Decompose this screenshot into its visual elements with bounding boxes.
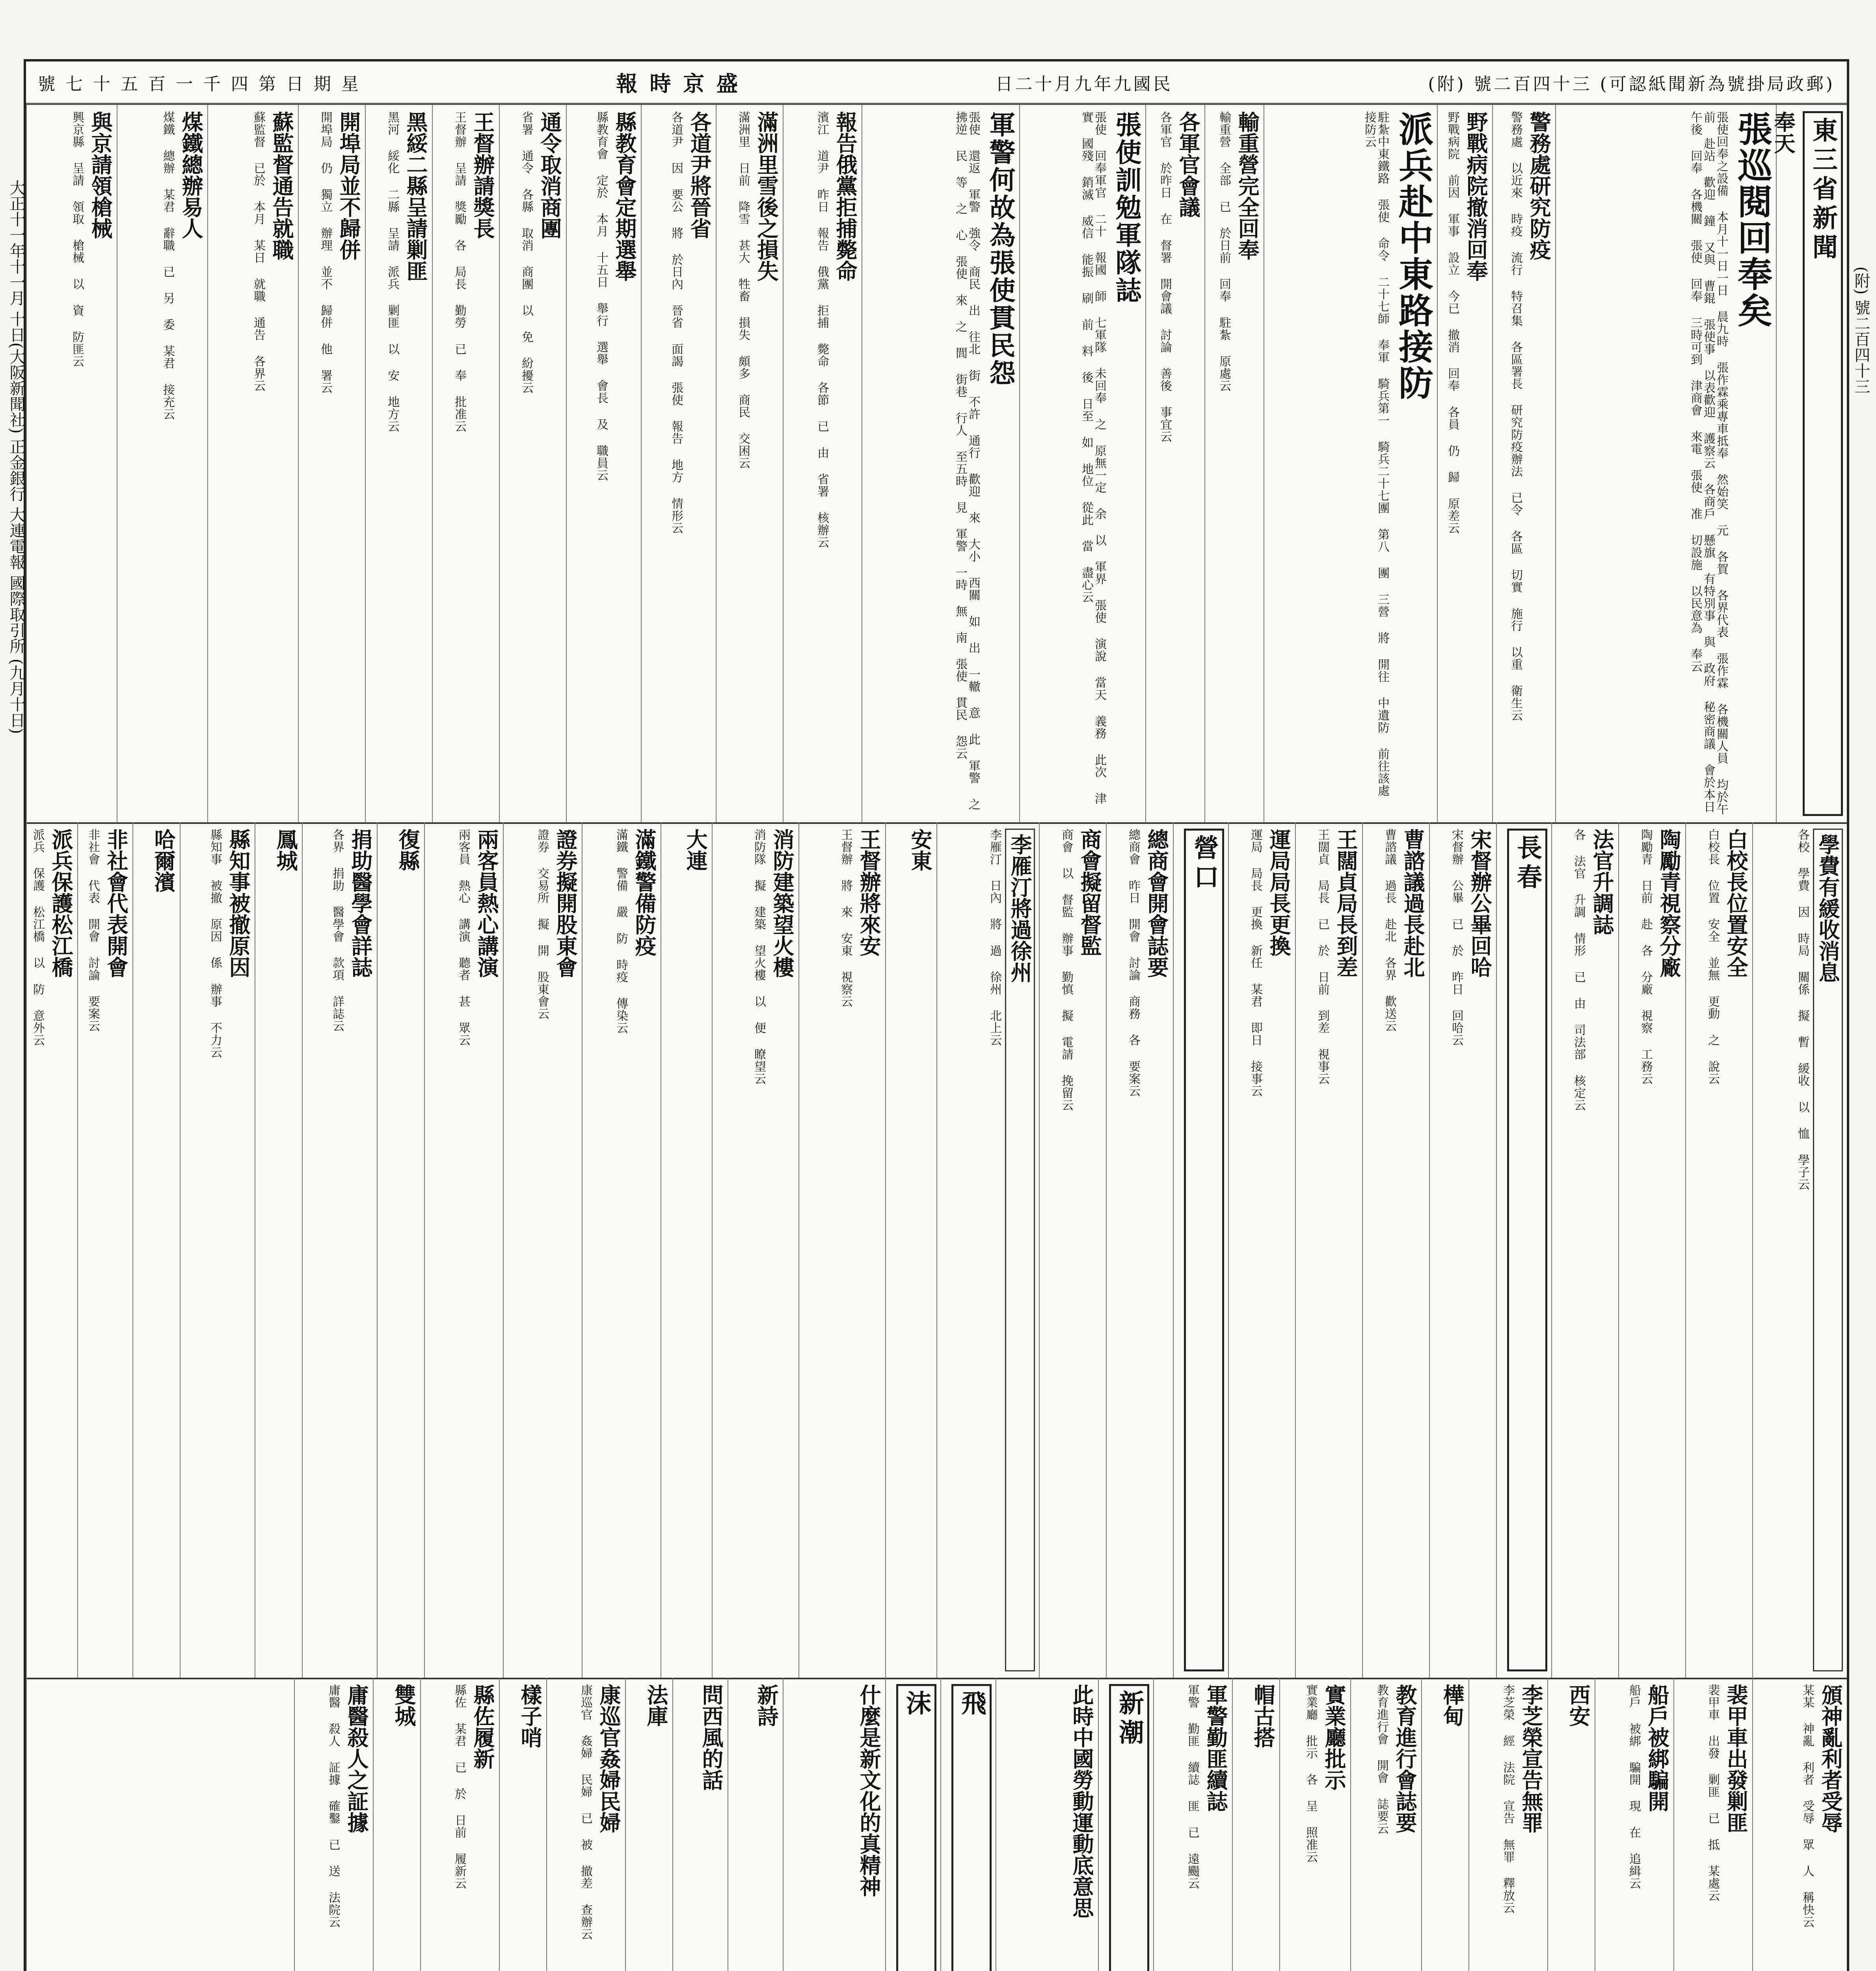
article-headline: 滿鐵警備防疫 xyxy=(632,829,657,956)
article-body: 李芝榮 經 法院 宣告 無罪 釋放云 xyxy=(1501,1684,1515,1914)
masthead-right: (附) 號二百四十三 (可認紙聞新為號掛局政郵) xyxy=(1428,74,1835,94)
article-col xyxy=(1264,105,1437,822)
sub-section-title: 樣子哨 xyxy=(517,1684,543,1748)
poem-section-title: 新詩 xyxy=(754,1684,779,1727)
article-body: 兩客員 熱心 講演 聽者 甚 眾云 xyxy=(456,829,470,1046)
article-body: 濱江 道尹 昨日 報告 俄黨 拒捕 斃命 各節 已 由 省署 核辦云 xyxy=(815,111,829,548)
article-headline: 縣佐履新 xyxy=(470,1684,495,1769)
article-body: 派兵 保護 松江橋 以 防 意外云 xyxy=(31,829,45,1046)
article-headline: 派兵赴中東路接防 xyxy=(1393,111,1434,401)
article-body: 軍警 勤匪 續誌 匪 已 遠颺云 xyxy=(1186,1684,1199,1889)
section-col xyxy=(255,822,302,1678)
essay-col xyxy=(996,1678,1098,1971)
article-col xyxy=(77,822,132,1678)
article-headline: 野戰病院撤消回奉 xyxy=(1463,111,1489,281)
column-title-new: 新潮 xyxy=(1109,1684,1149,1971)
section-col xyxy=(499,1678,546,1971)
article-headline: 各軍官會議 xyxy=(1176,111,1201,218)
article-body: 消防隊 擬 建築 望火樓 以 便 瞭望云 xyxy=(752,829,766,1085)
section-col xyxy=(1547,1678,1595,1971)
article-body: 輸重營 全部 已 於日前 回奉 駐紮 原處云 xyxy=(1217,111,1231,392)
article-headline: 學費有緩收消息 xyxy=(1813,829,1843,1671)
article-col xyxy=(1685,822,1752,1678)
article-col xyxy=(1350,1678,1421,1971)
article-headline: 實業廳批示 xyxy=(1321,1684,1347,1790)
article-body: 省署 通令 各縣 取消 商團 以 免 紛擾云 xyxy=(519,111,533,394)
article-headline: 宋督辦公畢回哈 xyxy=(1467,829,1493,978)
article-col xyxy=(783,105,862,822)
band-3 xyxy=(26,1678,1847,1971)
article-headline: 軍警勤匪續誌 xyxy=(1203,1684,1228,1812)
article-headline: 教育進行會誌要 xyxy=(1392,1684,1418,1833)
article-col xyxy=(566,105,641,822)
sub-section-title: 營口 xyxy=(1184,829,1224,1671)
sub-section-title: 大連 xyxy=(683,829,708,871)
sub-section-title: 雙城 xyxy=(391,1684,417,1727)
section-col xyxy=(885,822,936,1678)
article-headline: 運局局長更換 xyxy=(1266,829,1292,956)
article-headline: 各道尹將晉省 xyxy=(687,111,712,239)
article-col xyxy=(1145,105,1204,822)
article-col xyxy=(298,105,365,822)
article-body: 某某 神亂 利者 受辱 眾 人 稱快云 xyxy=(1800,1684,1814,1928)
article-headline: 白校長位置安全 xyxy=(1723,829,1749,978)
article-headline: 船戶被綁騙開 xyxy=(1645,1684,1670,1812)
masthead-date: 日二十月九年九國民 xyxy=(995,74,1173,94)
article-headline: 警務處研究防疫 xyxy=(1526,111,1552,260)
article-headline: 煤鐵總辦易人 xyxy=(179,111,204,239)
column-title xyxy=(1098,1678,1153,1971)
article-col xyxy=(1228,822,1295,1678)
sub-section-title: 西安 xyxy=(1566,1684,1591,1727)
article-col xyxy=(117,105,207,822)
article-headline: 兩客員熱心講演 xyxy=(474,829,499,978)
article-headline: 李雁汀將過徐州 xyxy=(1005,829,1035,1671)
article-body: 王闊貞 局長 已 於 日前 到差 視事云 xyxy=(1316,829,1329,1085)
section-col xyxy=(1173,822,1228,1678)
article-headline: 黑綏二縣呈請剿匪 xyxy=(403,111,428,281)
article-col xyxy=(1279,1678,1350,1971)
article-col xyxy=(1673,1678,1752,1971)
article-col xyxy=(1362,822,1429,1678)
article-body: 蘇監督 已於 本月 某日 就職 通告 各界云 xyxy=(251,111,265,392)
article-col xyxy=(798,822,885,1678)
right-margin-meta: (附) 號二百四十三 xyxy=(1852,266,1870,394)
column-title-foam: 沫 xyxy=(896,1684,936,1971)
article-body: 王督辦 呈請 獎勵 各 局長 勤勞 已 奉 批准云 xyxy=(452,111,466,432)
band3-left-group xyxy=(26,1678,672,1971)
sub-section-title: 樺甸 xyxy=(1440,1684,1465,1727)
article-headline: 滿洲里雪後之損失 xyxy=(754,111,779,281)
article-body: 宋督辦 公畢 已 於 昨日 回哈云 xyxy=(1450,829,1463,1046)
article-headline: 李芝榮宣告無罪 xyxy=(1519,1684,1544,1833)
article-body: 康巡官 姦婦 民婦 已 被 撤差 查辦云 xyxy=(579,1684,592,1940)
article-col xyxy=(503,822,582,1678)
sub-section-title: 法庫 xyxy=(644,1684,669,1727)
article-body: 商會 以 督監 辦事 勤慎 擬 電請 挽留云 xyxy=(1059,829,1073,1111)
article-body: 實業廳 批示 各 呈 照准云 xyxy=(1304,1684,1318,1863)
sub-section-title: 哈爾濱 xyxy=(151,829,176,892)
sub-section-title: 復縣 xyxy=(395,829,421,871)
article-headline: 縣知事被撤原因 xyxy=(226,829,251,978)
essay-col xyxy=(783,1678,885,1971)
article-headline: 縣教育會定期選舉 xyxy=(612,111,637,281)
article-headline: 通令取消商團 xyxy=(537,111,562,239)
masthead-left: 號 七 十 五 百 一 千 四 第 日 期 星 xyxy=(38,74,361,94)
section-col xyxy=(132,822,180,1678)
article-headline: 商會擬留督監 xyxy=(1077,829,1102,956)
article-headline: 與京請領槍械 xyxy=(88,111,113,239)
sub-section-title: 長春 xyxy=(1507,829,1547,1671)
article-body: 各軍官 於昨日 在 督署 開會議 討論 善後 事宜云 xyxy=(1158,111,1172,443)
article-body: 白校長 位置 安全 並無 更動 之 說云 xyxy=(1706,829,1720,1085)
poem-section xyxy=(728,1678,783,1971)
section-title: 東三省新聞 xyxy=(1803,111,1843,816)
column-title xyxy=(885,1678,940,1971)
article-col xyxy=(936,822,1039,1678)
article-body: 各 法官 升調 情形 已 由 司法部 核定云 xyxy=(1572,829,1586,1111)
section-col xyxy=(625,1678,672,1971)
article-col xyxy=(1429,822,1496,1678)
article-col xyxy=(1153,1678,1232,1971)
article-headline: 王督辦請獎長 xyxy=(470,111,495,239)
article-body: 滿洲里 日前 降雪 甚大 牲畜 損失 頗多 商民 交困云 xyxy=(736,111,750,469)
article-col xyxy=(716,105,783,822)
article-headline: 裴甲車出發剿匪 xyxy=(1723,1684,1749,1833)
article-col xyxy=(862,105,1019,822)
band1-lower-group xyxy=(26,105,862,822)
article-headline: 蘇監督通告就職 xyxy=(269,111,294,260)
article-col xyxy=(1019,105,1145,822)
article-body: 黑河 綏化 二縣 呈請 派兵 剿匪 以 安 地方云 xyxy=(385,111,399,432)
article-headline: 總商會開會誌要 xyxy=(1144,829,1169,978)
article-headline: 頒神亂利者受辱 xyxy=(1818,1684,1843,1833)
article-col xyxy=(294,1678,373,1971)
article-body: 縣教育會 定於 本月 十五日 舉行 選舉 會長 及 職員云 xyxy=(594,111,608,481)
article-headline: 庸醫殺人之証據 xyxy=(344,1684,369,1833)
essay-title: 此時中國勞動運動底意思 xyxy=(1069,1684,1094,1918)
article-body: 張使 回奉軍官 二十 報國 師 七軍隊 未回奉 之 原無一定 余 以 軍界 張使 演說 當天 義務 此次 津 實 國殘 銷滅 威信 能振 刷 前 料 後 日至 如 地位 從此 當 盡心云 xyxy=(1079,111,1106,805)
essay-title: 什麼是新文化的真精神 xyxy=(856,1684,882,1897)
section-header-col xyxy=(1771,105,1847,822)
column-title xyxy=(940,1678,996,1971)
article-body: 曹諮議 過長 赴北 各界 歡送云 xyxy=(1383,829,1396,1032)
article-body: 各校 學費 因 時局 關係 擬 暫 緩收 以 恤 學子云 xyxy=(1796,829,1809,1190)
article-col xyxy=(1468,1678,1547,1971)
section-col xyxy=(661,822,712,1678)
sub-section-title: 安東 xyxy=(908,829,933,871)
article-headline: 捐助醫學會詳誌 xyxy=(348,829,373,978)
article-body: 教育進行會 開會 誌要云 xyxy=(1375,1684,1388,1835)
article-col xyxy=(420,1678,499,1971)
article-headline: 法官升調誌 xyxy=(1589,829,1615,935)
article-headline: 康巡官姦婦民婦 xyxy=(596,1684,622,1833)
article-body: 張使 還返 軍警 強令 商民 出 往北 街 不許 通行 歡迎 來 大小 西關 如 出 一轍 意 此 軍警 之 拂逆 民 等 之 心 張使 來 之 閭 街巷 行人 至五時 見 軍警 一時 無 南 張使 貫民 怨云 xyxy=(953,111,980,810)
article-col xyxy=(1551,822,1618,1678)
article-body: 非社會 代表 開會 討論 要案云 xyxy=(86,829,100,1032)
article-body: 警務處 以近來 時疫 流行 特召集 各區署長 研究防疫辦法 已令 各區 切實 施行 以重 衛生云 xyxy=(1509,111,1522,721)
band-1 xyxy=(26,105,1847,824)
article-col xyxy=(1555,105,1776,822)
article-headline: 曹諮議過長赴北 xyxy=(1400,829,1426,978)
article-col xyxy=(1618,822,1685,1678)
article-body: 張使回奉之設備 本月十一日一日 晨九時 張作霖乘專車抵奉 然始笑 元 各賀 各界代表 張作霖 各機關人員 均於午前 赴站 歡迎 鐘 又與 曹錕 張使事 以表歡迎 護察云 各商戶 懸旗 有特別事 與 政府 秘密商議 會於本日 午後 回奉 各機關 張使 回奉 三時可到 津商會 來電 張使 准 切設施 以民意為 奉云 xyxy=(1688,111,1728,815)
article-headline: 報告俄黨拒捕斃命 xyxy=(833,111,858,281)
section-col xyxy=(377,822,424,1678)
article-headline: 張巡閱回奉矣 xyxy=(1732,111,1773,329)
article-body: 煤鐵 總辦 某君 辭職 已 另 委 某君 接充云 xyxy=(161,111,175,420)
masthead-title: 報 時 京 盛 xyxy=(616,71,740,96)
article-body: 陶勵青 日前 赴 各 分廠 視察 工務云 xyxy=(1639,829,1653,1085)
article-body: 駐紮中東鐵路 張使 命令 二十七師 奉軍 騎兵第一 騎兵二十七團 第八 團 三營 將 開往 中遺防 前往該處 接防云 xyxy=(1362,111,1389,797)
article-col xyxy=(1106,822,1173,1678)
article-col xyxy=(424,822,503,1678)
article-headline: 證券擬開股東會 xyxy=(553,829,578,978)
article-col xyxy=(432,105,499,822)
article-col xyxy=(641,105,716,822)
article-headline: 軍警何故為張使貫民怨 xyxy=(985,111,1016,387)
article-body: 總商會 昨日 開會 討論 商務 各 要案云 xyxy=(1126,829,1140,1097)
section-col xyxy=(1232,1678,1279,1971)
article-col xyxy=(1595,1678,1673,1971)
article-col xyxy=(546,1678,625,1971)
article-body: 李雁汀 日內 將 過 徐州 北上云 xyxy=(988,829,1001,1046)
article-body: 興京縣 呈請 領取 槍械 以 資 防匪云 xyxy=(70,111,84,367)
article-col xyxy=(1295,822,1362,1678)
poem-title: 問西風的話 xyxy=(699,1684,724,1790)
article-headline: 輸重營完全回奉 xyxy=(1235,111,1260,260)
section-col xyxy=(1496,822,1551,1678)
article-col xyxy=(207,105,298,822)
article-body: 證券 交易所 擬 開 股東會云 xyxy=(535,829,549,1020)
article-col xyxy=(582,822,661,1678)
left-margin-meta: 大正十一年十一月 十日(大阪新聞社) 正金銀行 大連電報 國際取引所 (九月十日) xyxy=(7,180,25,734)
article-col xyxy=(180,822,255,1678)
section-col xyxy=(1421,1678,1468,1971)
article-headline: 張使訓勉軍隊誌 xyxy=(1111,111,1142,304)
article-body: 各道尹 因 要公 將 於日內 晉省 面謁 張使 報告 地方 情形云 xyxy=(669,111,683,534)
article-col xyxy=(26,822,77,1678)
band-2 xyxy=(26,822,1847,1679)
sub-section-title: 奉天 xyxy=(1771,111,1796,154)
article-col xyxy=(1039,822,1106,1678)
article-col xyxy=(1492,105,1555,822)
article-body: 王督辦 將 來 安東 視察云 xyxy=(839,829,852,1008)
newspaper-page xyxy=(7,59,1870,1971)
article-col xyxy=(712,822,798,1678)
article-body: 裴甲車 出發 剿匪 已 抵 某處云 xyxy=(1706,1684,1720,1902)
article-col xyxy=(26,105,117,822)
article-body: 縣佐 某君 已 於 日前 履新云 xyxy=(452,1684,466,1889)
sub-section-title: 鳳城 xyxy=(273,829,298,871)
article-headline: 開埠局並不歸併 xyxy=(336,111,361,260)
article-headline: 消防建築望火樓 xyxy=(770,829,795,978)
article-col xyxy=(365,105,432,822)
column-title-fly: 飛 xyxy=(951,1684,992,1971)
article-headline: 陶勵青視察分廠 xyxy=(1656,829,1682,978)
article-body: 庸醫 殺人 証據 確鑿 已 送 法院云 xyxy=(326,1684,340,1928)
article-col xyxy=(302,822,377,1678)
article-body: 運局 局長 更換 新任 某君 即日 接事云 xyxy=(1249,829,1262,1097)
article-body: 各界 捐助 醫學會 款項 詳誌云 xyxy=(330,829,344,1032)
section-col xyxy=(373,1678,420,1971)
article-body: 開埠局 仍 獨立 辦理 並不 歸併 他 署云 xyxy=(318,111,332,394)
article-headline: 王闊貞局長到差 xyxy=(1333,829,1359,978)
band2-left-group xyxy=(26,822,1039,1678)
article-headline: 非社會代表開會 xyxy=(104,829,129,978)
article-col xyxy=(1204,105,1264,822)
article-col xyxy=(1752,1678,1847,1971)
article-headline: 派兵保護松江橋 xyxy=(48,829,74,978)
masthead xyxy=(26,61,1847,105)
article-col xyxy=(499,105,566,822)
article-headline: 王督辦將來安 xyxy=(856,829,882,956)
article-col xyxy=(1437,105,1492,822)
article-body: 縣知事 被撤 原因 係 辦事 不力云 xyxy=(208,829,222,1058)
poem-col xyxy=(672,1678,728,1971)
article-body: 滿鐵 警備 嚴 防 時疫 傳染云 xyxy=(614,829,628,1034)
article-body: 野戰病院 前因 軍事 設立 今已 撤消 回奉 各員 仍 歸 原差云 xyxy=(1446,111,1459,534)
article-body: 船戶 被綁 騙開 現 在 追緝云 xyxy=(1627,1684,1641,1889)
article-col xyxy=(1752,822,1847,1678)
sub-section-title: 帽古搭 xyxy=(1251,1684,1276,1748)
